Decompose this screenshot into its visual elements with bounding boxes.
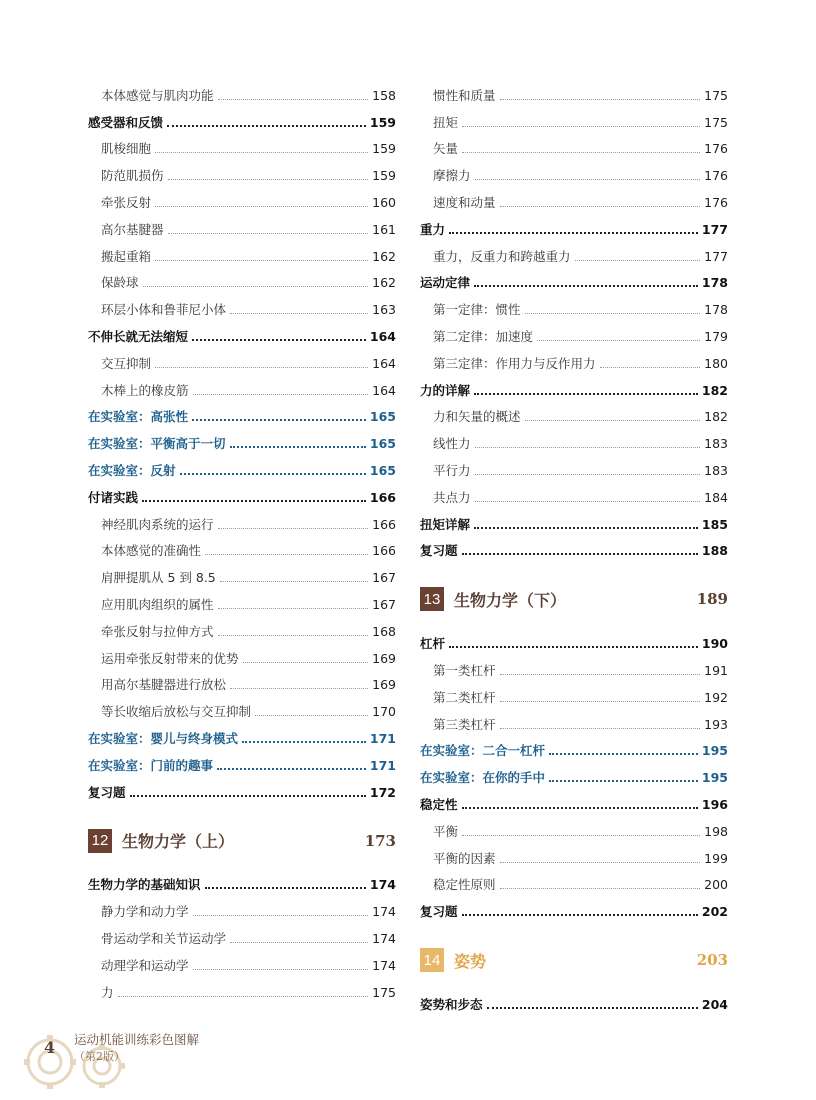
toc-entry-page: 158 [372, 87, 396, 103]
toc-entry-page: 177 [704, 248, 728, 264]
toc-entry-page: 166 [369, 489, 396, 505]
toc-entry-label: 高尔基腱器 [101, 221, 164, 237]
dot-leader [155, 206, 368, 207]
toc-entry[interactable] [88, 399, 396, 426]
toc-entry-page: 164 [372, 382, 396, 398]
toc-entry-label: 稳定性原则 [433, 877, 496, 893]
toc-entry-label: 力和矢量的概述 [433, 409, 521, 425]
toc-entry-page: 183 [704, 436, 728, 452]
toc-entry-page: 175 [704, 87, 728, 103]
chapter-title: 生物力学（下） [454, 590, 567, 610]
toc-entry-label: 运用牵张反射带来的优势 [101, 650, 239, 666]
dot-leader [155, 260, 368, 261]
dot-leader [462, 807, 698, 809]
toc-entry[interactable] [88, 613, 396, 640]
toc-entry[interactable] [420, 733, 728, 760]
toc-entry[interactable] [420, 318, 728, 345]
toc-entry[interactable] [88, 479, 396, 506]
toc-entry-page: 182 [701, 382, 728, 398]
toc-entry-label: 第二类杠杆 [433, 689, 496, 705]
toc-entry[interactable] [420, 840, 728, 867]
dot-leader [462, 914, 698, 916]
toc-entry-label: 第二定律：加速度 [433, 328, 534, 344]
toc-entry-page: 162 [372, 248, 396, 264]
toc-entry-page: 176 [704, 168, 728, 184]
dot-leader [230, 688, 368, 689]
toc-entry-label: 在实验室：二合一杠杆 [420, 743, 546, 759]
toc-entry[interactable] [88, 640, 396, 667]
dot-leader [462, 126, 700, 127]
dot-leader [180, 473, 366, 475]
dot-leader [167, 125, 366, 127]
toc-entry[interactable] [88, 131, 396, 158]
dot-leader [230, 942, 368, 943]
dot-leader [500, 728, 701, 729]
toc-entry-label: 力的详解 [420, 382, 471, 398]
toc-entry-label: 摩擦力 [433, 168, 471, 184]
dot-leader [525, 313, 701, 314]
dot-leader [143, 286, 369, 287]
toc-entry-label: 搬起重箱 [101, 248, 152, 264]
toc-entry-page: 193 [704, 716, 728, 732]
dot-leader [500, 674, 701, 675]
toc-entry-page: 162 [372, 275, 396, 291]
toc-entry[interactable] [420, 399, 728, 426]
toc-entry[interactable] [420, 893, 728, 920]
chapter-number-badge: 13 [420, 587, 444, 611]
toc-entry-label: 平衡的因素 [433, 850, 496, 866]
toc-list [420, 986, 728, 1013]
toc-entry-page: 166 [372, 516, 396, 532]
chapter-page: 203 [696, 951, 728, 970]
toc-entry-page: 174 [372, 957, 396, 973]
toc-entry-page: 168 [372, 623, 396, 639]
toc-entry-page: 175 [704, 114, 728, 130]
toc-entry-page: 171 [369, 757, 396, 773]
dot-leader [537, 340, 700, 341]
dot-leader [449, 646, 698, 648]
toc-entry-label: 复习题 [420, 904, 458, 920]
chapter-number-badge: 14 [420, 948, 444, 972]
toc-entry-label: 复习题 [420, 543, 458, 559]
toc-entry-label: 平行力 [433, 462, 471, 478]
toc-entry[interactable] [88, 265, 396, 292]
toc-entry[interactable] [420, 813, 728, 840]
chapter-title: 姿势 [454, 951, 487, 971]
dot-leader [205, 887, 366, 889]
toc-entry[interactable] [420, 759, 728, 786]
toc-entry-label: 牵张反射 [101, 194, 152, 210]
toc-entry-label: 在实验室：婴儿与终身模式 [88, 730, 239, 746]
toc-entry[interactable] [420, 786, 728, 813]
toc-list [88, 867, 396, 1001]
toc-entry[interactable] [88, 425, 396, 452]
toc-entry-page: 177 [701, 221, 728, 237]
toc-entry-label: 防范肌损伤 [101, 168, 164, 184]
dot-leader [217, 768, 366, 770]
toc-entry[interactable] [420, 372, 728, 399]
dot-leader [474, 285, 698, 287]
dot-leader [218, 99, 369, 100]
dot-leader [230, 313, 368, 314]
toc-entry-page: 199 [704, 850, 728, 866]
toc-entry[interactable] [88, 291, 396, 318]
toc-entry-page: 178 [701, 275, 728, 291]
toc-entry-label: 牵张反射与拉伸方式 [101, 623, 214, 639]
toc-entry-label: 生物力学的基础知识 [88, 877, 201, 893]
toc-entry-page: 180 [704, 355, 728, 371]
toc-entry-label: 神经肌肉系统的运行 [101, 516, 214, 532]
dot-leader [218, 528, 369, 529]
dot-leader [142, 500, 366, 502]
toc-entry-label: 交互抑制 [101, 355, 152, 371]
chapter-number-badge: 12 [88, 829, 112, 853]
toc-entry-label: 第三类杠杆 [433, 716, 496, 732]
dot-leader [487, 1007, 698, 1009]
toc-entry-label: 不伸长就无法缩短 [88, 328, 189, 344]
toc-entry[interactable] [88, 920, 396, 947]
toc-entry[interactable] [88, 893, 396, 920]
dot-leader [168, 233, 369, 234]
toc-entry-label: 付诸实践 [88, 489, 139, 505]
toc-entry[interactable] [420, 157, 728, 184]
toc-entry-label: 静力学和动力学 [101, 904, 189, 920]
dot-leader [475, 447, 701, 448]
toc-entry[interactable] [88, 506, 396, 533]
toc-entry-label: 杠杆 [420, 636, 446, 652]
chapter-title: 生物力学（上） [122, 832, 235, 852]
toc-entry-label: 第三定律：作用力与反作用力 [433, 355, 596, 371]
toc-entry[interactable] [420, 238, 728, 265]
dot-leader [193, 969, 369, 970]
dot-leader [218, 635, 369, 636]
toc-entry-label: 复习题 [88, 784, 126, 800]
toc-entry-label: 矢量 [433, 141, 459, 157]
toc-entry[interactable] [420, 625, 728, 652]
toc-entry-page: 196 [701, 796, 728, 812]
toc-list [420, 77, 728, 559]
toc-entry-page: 175 [372, 984, 396, 1000]
toc-entry[interactable] [420, 506, 728, 533]
toc-entry[interactable] [88, 452, 396, 479]
toc-entry[interactable] [88, 533, 396, 560]
toc-entry-label: 运动定律 [420, 275, 471, 291]
toc-entry-page: 200 [704, 877, 728, 893]
toc-entry-label: 稳定性 [420, 796, 458, 812]
dot-leader [500, 862, 701, 863]
toc-entry-page: 178 [704, 302, 728, 318]
toc-entry[interactable] [420, 184, 728, 211]
toc-entry-page: 167 [372, 570, 396, 586]
toc-entry-page: 163 [372, 302, 396, 318]
toc-entry-label: 速度和动量 [433, 194, 496, 210]
toc-entry[interactable] [88, 157, 396, 184]
toc-entry-page: 182 [704, 409, 728, 425]
toc-entry[interactable] [420, 479, 728, 506]
toc-entry-label: 用高尔基腱器进行放松 [101, 677, 227, 693]
dot-leader [462, 152, 700, 153]
toc-entry-page: 171 [369, 730, 396, 746]
toc-entry[interactable] [88, 238, 396, 265]
toc-entry[interactable] [420, 452, 728, 479]
toc-entry[interactable] [88, 559, 396, 586]
toc-entry-page: 188 [701, 543, 728, 559]
toc-entry-page: 191 [704, 662, 728, 678]
toc-left-column [88, 77, 396, 1001]
dot-leader [193, 394, 369, 395]
toc-entry[interactable] [420, 291, 728, 318]
dot-leader [475, 474, 701, 475]
toc-entry-page: 160 [372, 194, 396, 210]
toc-entry-label: 骨运动学和关节运动学 [101, 930, 227, 946]
toc-entry-label: 感受器和反馈 [88, 114, 164, 130]
dot-leader [242, 741, 366, 743]
toc-list [420, 625, 728, 920]
toc-entry-label: 第一定律：惯性 [433, 302, 521, 318]
dot-leader [475, 179, 701, 180]
chapter-heading-13[interactable] [420, 586, 728, 612]
toc-entry-label: 扭矩详解 [420, 516, 471, 532]
toc-entry-page: 174 [372, 904, 396, 920]
toc-entry-label: 在实验室：平衡高于一切 [88, 436, 226, 452]
dot-leader [168, 179, 369, 180]
dot-leader [192, 419, 366, 421]
toc-entry[interactable] [88, 104, 396, 131]
toc-entry-page: 190 [701, 636, 728, 652]
toc-entry[interactable] [420, 533, 728, 560]
dot-leader [193, 915, 369, 916]
dot-leader [525, 420, 701, 421]
toc-entry-label: 扭矩 [433, 114, 459, 130]
dot-leader [575, 260, 701, 261]
toc-entry-page: 159 [369, 114, 396, 130]
dot-leader [600, 367, 701, 368]
toc-entry[interactable] [420, 706, 728, 733]
chapter-heading-14[interactable] [420, 947, 728, 973]
toc-entry[interactable] [88, 211, 396, 238]
dot-leader [475, 501, 701, 502]
chapter-page: 189 [696, 590, 728, 609]
toc-entry-label: 等长收缩后放松与交互抑制 [101, 704, 252, 720]
dot-leader [462, 553, 698, 555]
dot-leader [500, 206, 701, 207]
toc-entry-page: 166 [372, 543, 396, 559]
toc-entry[interactable] [420, 131, 728, 158]
toc-entry-page: 167 [372, 596, 396, 612]
toc-entry-label: 线性力 [433, 436, 471, 452]
toc-entry[interactable] [88, 345, 396, 372]
toc-entry-label: 动理学和运动学 [101, 957, 189, 973]
dot-leader [192, 339, 366, 341]
toc-entry-label: 惯性和质量 [433, 87, 496, 103]
dot-leader [118, 996, 369, 997]
toc-entry[interactable] [88, 667, 396, 694]
toc-entry-page: 165 [369, 409, 396, 425]
toc-entry-page: 185 [701, 516, 728, 532]
toc-entry-label: 力 [101, 984, 114, 1000]
toc-entry-label: 保龄球 [101, 275, 139, 291]
toc-entry-page: 204 [701, 996, 728, 1012]
book-title: 运动机能训练彩色图解 [74, 1032, 200, 1047]
toc-entry-page: 179 [704, 328, 728, 344]
toc-entry[interactable] [420, 986, 728, 1013]
chapter-heading-12[interactable] [88, 828, 396, 854]
dot-leader [449, 232, 698, 234]
toc-entry[interactable] [420, 679, 728, 706]
toc-entry-label: 在实验室：反射 [88, 462, 176, 478]
dot-leader [155, 152, 368, 153]
dot-leader [500, 99, 701, 100]
toc-entry-page: 165 [369, 436, 396, 452]
toc-entry-page: 172 [369, 784, 396, 800]
toc-entry-label: 在实验室：在你的手中 [420, 770, 546, 786]
chapter-page: 173 [364, 831, 396, 850]
dot-leader [243, 662, 369, 663]
dot-leader [255, 715, 368, 716]
toc-entry[interactable] [420, 345, 728, 372]
toc-entry-page: 169 [372, 677, 396, 693]
toc-entry-page: 159 [372, 141, 396, 157]
dot-leader [218, 608, 369, 609]
toc-entry[interactable] [420, 425, 728, 452]
toc-entry-label: 在实验室：高张性 [88, 409, 189, 425]
toc-entry-page: 170 [372, 704, 396, 720]
toc-entry[interactable] [420, 211, 728, 238]
toc-entry-label: 重力 [420, 221, 446, 237]
toc-entry[interactable] [88, 867, 396, 894]
toc-entry-page: 183 [704, 462, 728, 478]
toc-entry[interactable] [88, 747, 396, 774]
toc-entry-label: 在实验室：门前的趣事 [88, 757, 214, 773]
dot-leader [205, 554, 368, 555]
dot-leader [130, 795, 366, 797]
toc-entry-page: 195 [701, 743, 728, 759]
toc-entry-page: 164 [369, 328, 396, 344]
dot-leader [549, 753, 698, 755]
book-edition: （第2版） [74, 1050, 125, 1063]
toc-entry[interactable] [420, 867, 728, 894]
toc-entry-page: 192 [704, 689, 728, 705]
toc-entry[interactable] [88, 318, 396, 345]
dot-leader [474, 527, 698, 529]
dot-leader [155, 367, 368, 368]
toc-entry-page: 202 [701, 904, 728, 920]
dot-leader [220, 581, 368, 582]
toc-entry-page: 174 [372, 930, 396, 946]
toc-entry-page: 169 [372, 650, 396, 666]
toc-entry-label: 肌梭细胞 [101, 141, 152, 157]
toc-entry[interactable] [420, 104, 728, 131]
toc-entry[interactable] [88, 184, 396, 211]
toc-entry-page: 184 [704, 489, 728, 505]
toc-entry[interactable] [420, 77, 728, 104]
toc-entry-page: 176 [704, 141, 728, 157]
toc-entry-label: 应用肌肉组织的属性 [101, 596, 214, 612]
toc-entry[interactable] [88, 77, 396, 104]
toc-right-column [420, 77, 728, 1013]
dot-leader [474, 393, 698, 395]
toc-entry-page: 161 [372, 221, 396, 237]
toc-list [88, 77, 396, 801]
dot-leader [462, 835, 700, 836]
toc-entry-page: 174 [369, 877, 396, 893]
toc-entry-label: 姿势和步态 [420, 996, 483, 1012]
dot-leader [230, 446, 366, 448]
dot-leader [500, 701, 701, 702]
dot-leader [549, 780, 698, 782]
toc-entry-label: 平衡 [433, 823, 459, 839]
toc-entry-label: 本体感觉与肌肉功能 [101, 87, 214, 103]
toc-entry-page: 165 [369, 462, 396, 478]
toc-entry-label: 环层小体和鲁菲尼小体 [101, 302, 227, 318]
toc-entry-label: 木棒上的橡皮筋 [101, 382, 189, 398]
toc-entry-page: 164 [372, 355, 396, 371]
toc-entry-page: 198 [704, 823, 728, 839]
toc-entry-page: 195 [701, 770, 728, 786]
toc-entry[interactable] [88, 974, 396, 1001]
toc-entry-label: 本体感觉的准确性 [101, 543, 202, 559]
toc-entry-label: 肩胛提肌从 5 到 8.5 [101, 570, 216, 586]
toc-entry-label: 共点力 [433, 489, 471, 505]
toc-entry-page: 176 [704, 194, 728, 210]
toc-entry[interactable] [420, 265, 728, 292]
toc-entry-label: 重力，反重力和跨越重力 [433, 248, 571, 264]
toc-entry[interactable] [88, 693, 396, 720]
toc-entry-page: 159 [372, 168, 396, 184]
toc-entry[interactable] [88, 774, 396, 801]
toc-entry[interactable] [88, 720, 396, 747]
page-number: 4 [44, 1038, 56, 1057]
toc-entry[interactable] [88, 372, 396, 399]
toc-entry-label: 第一类杠杆 [433, 662, 496, 678]
toc-entry[interactable] [88, 947, 396, 974]
toc-entry[interactable] [420, 652, 728, 679]
dot-leader [500, 888, 701, 889]
toc-entry[interactable] [88, 586, 396, 613]
